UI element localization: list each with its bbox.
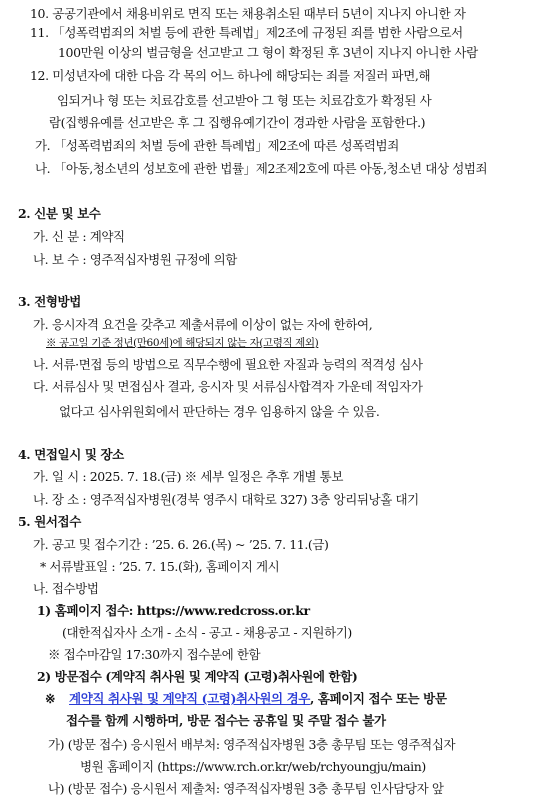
visit-distribution-cont: 병원 홈페이지 (https://www.rch.or.kr/web/rchyoungju/main) <box>80 759 426 774</box>
age-note: ※ 공고일 기준 정년(만60세)에 해당되지 않는 자(고령직 제외) <box>46 337 319 349</box>
interview-date: 가. 일 시 : 2025. 7. 18.(금) ※ 세부 일정은 추후 개별 통보 <box>33 469 344 484</box>
result-date: * 서류발표일 : ’25. 7. 15.(화), 홈페이지 게시 <box>40 559 280 574</box>
selection-ga: 가. 응시자격 요건을 갖추고 제출서류에 이상이 없는 자에 한하여, <box>33 317 373 332</box>
online-path: (대한적십자사 소개 - 소식 - 공고 - 채용공고 - 지원하기) <box>62 625 352 640</box>
position-type: 가. 신 분 : 계약직 <box>33 229 125 244</box>
item-12-ga: 가. 「성폭력범죄의 처벌 등에 관한 특례법」제2조에 따른 성폭력범죄 <box>35 138 399 153</box>
item-10: 10. 공공기관에서 채용비위로 면직 또는 채용취소된 때부터 5년이 지나지 아니한 자 <box>30 6 466 21</box>
application-period: 가. 공고 및 접수기간 : ’25. 6. 26.(목) ~ ’25. 7. 11.(금) <box>33 537 329 552</box>
item-11: 11. 「성폭력범죄의 처벌 등에 관한 특례법」제2조에 규정된 죄를 범한 사람으로서 <box>30 25 463 40</box>
deadline-note: ※ 접수마감일 17:30까지 접수분에 한함 <box>48 647 261 662</box>
item-12-cont-1: 임되거나 형 또는 치료감호를 선고받아 그 형 또는 치료감호가 확정된 사 <box>57 93 432 108</box>
visit-submission: 나) (방문 접수) 응시원서 제출처: 영주적십자병원 3층 총무팀 인사담당자 앞 <box>48 781 444 796</box>
item-11-cont: 100만원 이상의 벌금형을 선고받고 그 형이 확정된 후 3년이 지나지 아니한 사람 <box>58 45 478 60</box>
visit-note-link[interactable]: 계약직 취사원 및 계약직 (고령)취사원의 경우 <box>69 691 310 706</box>
item-12-cont-2: 람(집행유예를 선고받은 후 그 집행유예기간이 경과한 사람을 포함한다.) <box>49 115 426 130</box>
section-5-heading: 5. 원서접수 <box>18 514 81 529</box>
item-12: 12. 미성년자에 대한 다음 각 목의 어느 하나에 해당되는 죄를 저질러 파면,해 <box>30 68 431 83</box>
visit-note-rest: , 홈페이지 접수 또는 방문 <box>309 691 447 706</box>
item-12-na: 나. 「아동,청소년의 성보호에 관한 법률」제2조제2호에 따른 아동,청소년 대상 성범죄 <box>35 161 488 176</box>
note-mark: ※ <box>45 691 56 706</box>
salary: 나. 보 수 : 영주적십자병원 규정에 의함 <box>33 252 237 267</box>
visit-distribution: 가) (방문 접수) 응시원서 배부처: 영주적십자병원 3층 총무팀 또는 영주적십자 <box>48 737 456 752</box>
selection-da: 다. 서류심사 및 면접심사 결과, 응시자 및 서류심사합격자 가운데 적임자가 <box>33 379 423 394</box>
visit-application: 2) 방문접수 (계약직 취사원 및 계약직 (고령)취사원에 한함) <box>37 669 358 684</box>
section-4-heading: 4. 면접일시 및 장소 <box>18 447 124 462</box>
online-application: 1) 홈페이지 접수: https://www.redcross.or.kr <box>37 603 310 618</box>
section-3-heading: 3. 전형방법 <box>18 294 81 309</box>
selection-da-cont: 없다고 심사위원회에서 판단하는 경우 임용하지 않을 수 있음. <box>59 404 380 419</box>
selection-na: 나. 서류·면접 등의 방법으로 직무수행에 필요한 자질과 능력의 적격성 심사 <box>33 357 423 372</box>
application-method: 나. 접수방법 <box>33 581 99 596</box>
section-2-heading: 2. 신분 및 보수 <box>18 206 101 221</box>
interview-place: 나. 장 소 : 영주적십자병원(경북 영주시 대학로 327) 3층 앙리뒤낭홀 대기 <box>33 492 419 507</box>
visit-note-cont: 접수를 함께 시행하며, 방문 접수는 공휴일 및 주말 접수 불가 <box>66 713 386 728</box>
visit-note <box>45 690 447 708</box>
